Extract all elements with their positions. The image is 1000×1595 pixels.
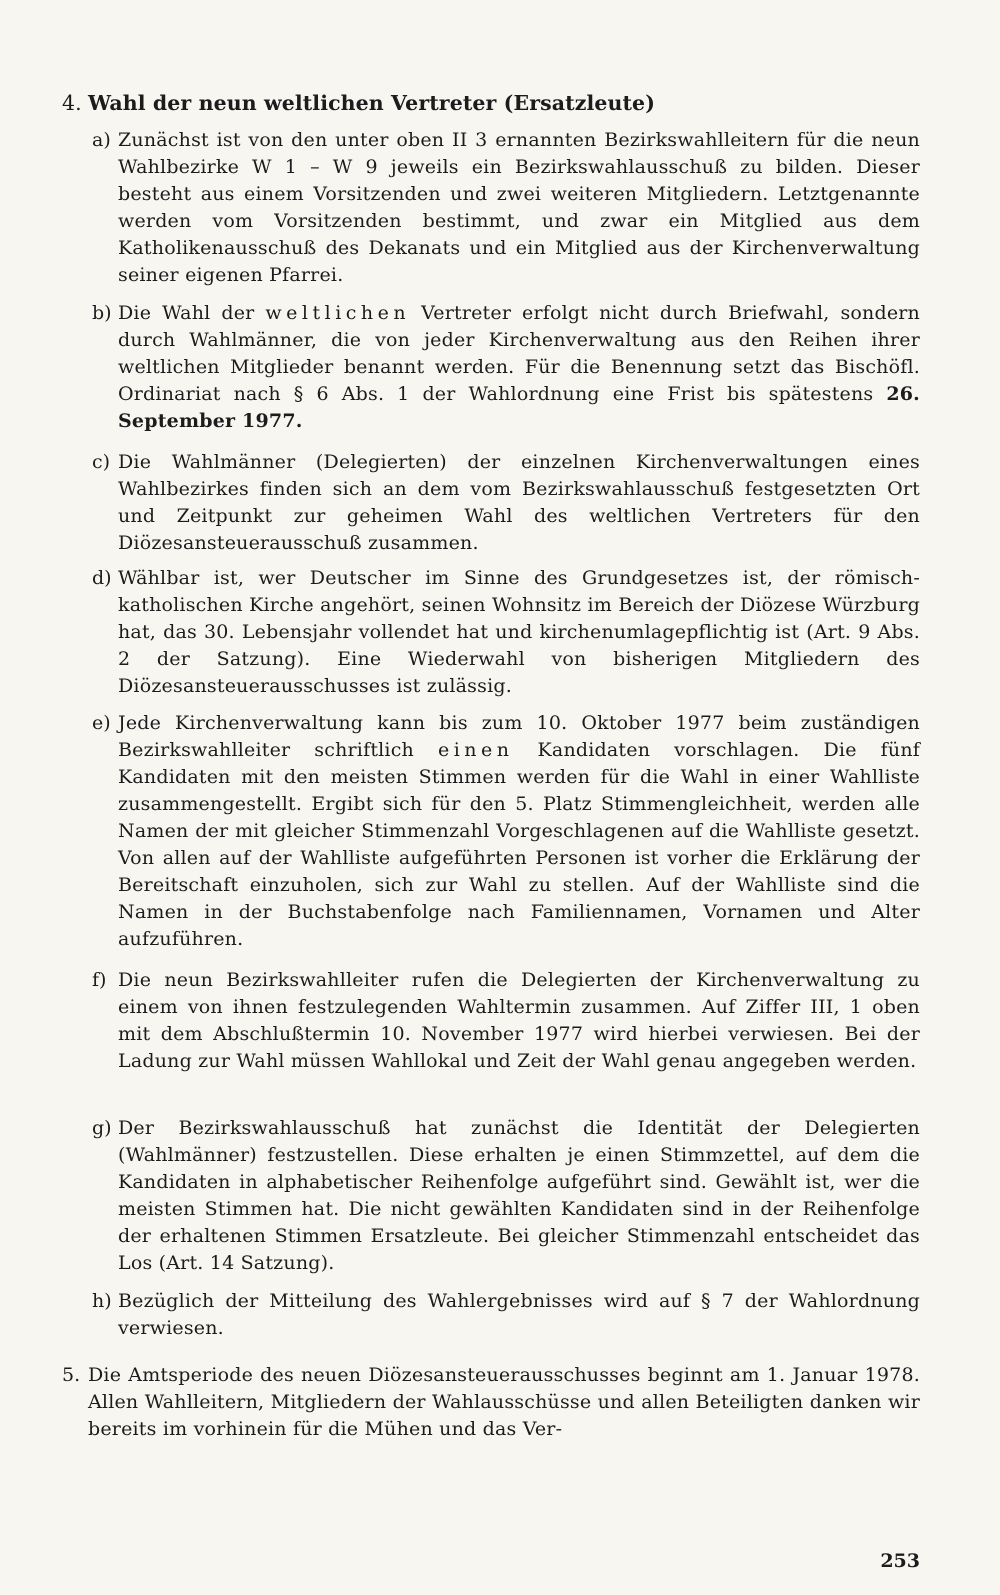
item-text: Der Bezirkswahlausschuß hat zunächst die Identität der Delegierten (Wahlmänner) festzustellen. Diese erhalten je einen Stimmzettel, auf dem die Kandidaten in alphabetischer Reihenfolge aufgeführt sind. Gewählt ist, wer die meisten Stimmen hat. Die nicht gewählten Kandidaten sind in der Reihenfolge der erhaltenen Stimmen Ersatzleute. Bei gleicher Stimmenzahl entscheidet das Los (Art. 14 Satzung). — [118, 1117, 920, 1274]
item-letter: f) — [92, 969, 107, 991]
item-letter: b) — [92, 302, 112, 324]
item-text: Die Wahlmänner (Delegierten) der einzelnen Kirchenverwaltungen eines Wahlbezirkes finden sich an dem vom Bezirkswahlausschuß festgesetzten Ort und Zeitpunkt zur geheimen Wahl des weltlichen Vertreters für den Diözesansteuerausschuß zusammen. — [118, 451, 920, 554]
text-run: Kandidaten vorschlagen. Die fünf Kandidaten mit den meisten Stimmen werden für die Wahl in einer Wahlliste zusammengestellt. Ergibt sich für den 5. Platz Stimmengleichheit, werden alle Namen der mit gleicher Stimmenzahl Vorgeschlagenen auf die Wahlliste gesetzt. Von allen auf der Wahlliste aufgeführten Personen ist vorher die Erklärung der Bereitschaft einzuholen, sich zur Wahl zu stellen. Auf der Wahlliste sind die Namen in der Buchstabenfolge nach Familiennamen, Vornamen und Alter aufzuführen. — [118, 739, 920, 950]
item-text: Die neun Bezirkswahlleiter rufen die Delegierten der Kirchenverwaltung zu einem von ihnen festzulegenden Wahltermin zusammen. Auf Ziffer III, 1 oben mit dem Abschlußtermin 10. November 1977 wird hierbei verwiesen. Bei der Ladung zur Wahl müssen Wahllokal und Zeit der Wahl genau angegeben werden. — [118, 969, 920, 1072]
item-letter: c) — [92, 451, 111, 473]
text-run: Die Wahl der — [118, 302, 266, 324]
page-number: 253 — [880, 1550, 920, 1572]
paragraph-c — [92, 449, 920, 557]
paragraph-f — [92, 967, 920, 1075]
section-number: 5. — [62, 1364, 81, 1386]
paragraph-d — [92, 565, 920, 700]
paragraph-e — [92, 710, 920, 953]
item-letter: d) — [92, 567, 112, 589]
section-5-paragraph — [62, 1362, 920, 1443]
paragraph-h — [92, 1288, 920, 1342]
section-4-heading — [62, 90, 655, 117]
item-text: Zunächst ist von den unter oben II 3 ernannten Bezirkswahlleitern für die neun Wahlbezirke W 1 – W 9 jeweils ein Bezirkswahlausschuß zu bilden. Dieser besteht aus einem Vorsitzenden und zwei weiteren Mitgliedern. Letztgenannte werden vom Vorsitzenden bestimmt, und zwar ein Mitglied aus dem Katholikenausschuß des Dekanats und ein Mitglied aus der Kirchenverwaltung seiner eigenen Pfarrei. — [118, 129, 920, 286]
item-text — [118, 300, 920, 435]
emphasis-spaced: einen — [437, 739, 514, 761]
item-text — [118, 710, 920, 953]
item-text: Wählbar ist, wer Deutscher im Sinne des Grundgesetzes ist, der römisch-katholischen Kirche angehört, seinen Wohnsitz im Bereich der Diözese Würzburg hat, das 30. Lebensjahr vollendet hat und kirchenumlagepflichtig ist (Art. 9 Abs. 2 der Satzung). Eine Wiederwahl von bisherigen Mitgliedern des Diözesansteuerausschusses ist zulässig. — [118, 567, 920, 697]
item-text: Bezüglich der Mitteilung des Wahlergebnisses wird auf § 7 der Wahlordnung verwiesen. — [118, 1290, 920, 1339]
section-title: Wahl der neun weltlichen Vertreter (Ersatzleute) — [88, 91, 655, 115]
section-number: 4. — [62, 91, 82, 115]
paragraph-b — [92, 300, 920, 435]
paragraph-g — [92, 1115, 920, 1277]
item-letter: g) — [92, 1117, 112, 1139]
paragraph-a — [92, 127, 920, 289]
emphasis-spaced: weltlichen — [265, 302, 411, 324]
section-5-text: Die Amtsperiode des neuen Diözesansteuerausschusses beginnt am 1. Januar 1978. Allen Wahlleitern, Mitgliedern der Wahlausschüsse und allen Beteiligten danken wir bereits im vorhinein für die Mühen und das Ver- — [88, 1364, 920, 1440]
text-run: Vertreter erfolgt nicht durch Briefwahl, sondern durch Wahlmänner, die von jeder Kirchenverwaltung aus den Reihen ihrer weltlichen Mitglieder benannt werden. Für die Benennung setzt das Bischöfl. Ordinariat nach § 6 Abs. 1 der Wahlordnung eine Frist bis spätestens — [118, 302, 920, 405]
deadline-date: 26. September 1977. — [118, 383, 920, 432]
text-run: Jede Kirchenverwaltung kann bis zum 10. Oktober 1977 beim zuständigen Bezirkswahlleiter schriftlich — [118, 712, 920, 761]
item-letter: h) — [92, 1290, 112, 1312]
item-letter: e) — [92, 712, 111, 734]
item-letter: a) — [92, 129, 111, 151]
